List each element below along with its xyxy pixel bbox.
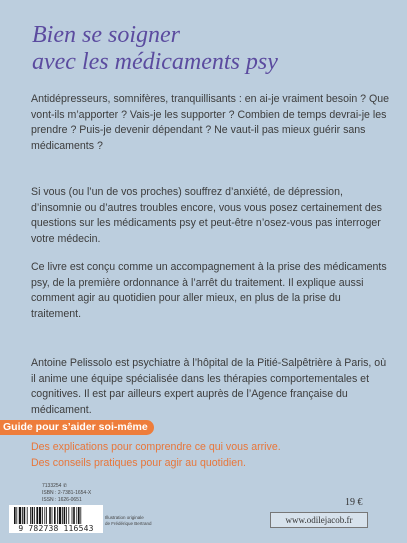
illustration-credit-line-2: de Frédérique Bertrand [105,521,152,526]
illustration-credit [105,515,152,527]
paragraph-audience: Si vous (ou l’un de vos proches) souffrez d’anxiété, de dépression, d’insomnie ou d’autres troubles encore, vous vous posez certainement des questions sur les médicaments psy et peut-être n’osez-vous pas interroger votre médecin. [31,186,382,245]
guide-line-explanations: Des explications pour comprendre ce qui vous arrive. [31,441,281,453]
publisher-website: www.odilejacob.fr [270,512,368,528]
book-title [32,22,392,76]
issn-number: ISSN : 1626-0651 [42,497,82,503]
book-title-line-1: Bien se soigner [32,22,180,48]
isbn-block [42,483,91,504]
book-title-line-2: avec les médicaments psy [32,49,278,75]
guide-line-advice: Des conseils pratiques pour agir au quotidien. [31,457,246,469]
illustration-credit-line-1: Illustration originale [105,515,144,520]
paragraph-author-bio: Antoine Pelissolo est psychiatre à l’hôpital de la Pitié-Salpêtrière à Paris, où il anime une équipe spécialisée dans les thérapies comportementales et cognitives. Il est par ailleurs expert auprès de l’Agence française du médicament. [31,357,387,416]
barcode [9,505,103,533]
paragraph-book-purpose: Ce livre est conçu comme un accompagnement à la prise des médicaments psy, de la première ordonnance à l’arrêt du traitement. Il explique aussi comment agir au quotidien pour aller mieux, en plus de la prise du traitement. [31,261,387,320]
isbn-number: ISBN : 2-7381-1654-X [42,490,92,496]
product-code: 7133254 ✆ [42,483,68,489]
price: 19 € [345,497,363,508]
barcode-number: 9 782738 116543 [18,524,94,533]
paragraph-questions: Antidépresseurs, somnifères, tranquillisants : en ai-je vraiment besoin ? Que vont-ils m’apporter ? Vais-je les supporter ? Combien de temps devrai-je les prendre ? Puis-je devenir dépendant ? Ne vaut-il pas mieux guérir sans médicaments ? [31,93,390,152]
barcode-bars [12,507,100,524]
series-label-tab: Guide pour s’aider soi-même [0,420,154,435]
